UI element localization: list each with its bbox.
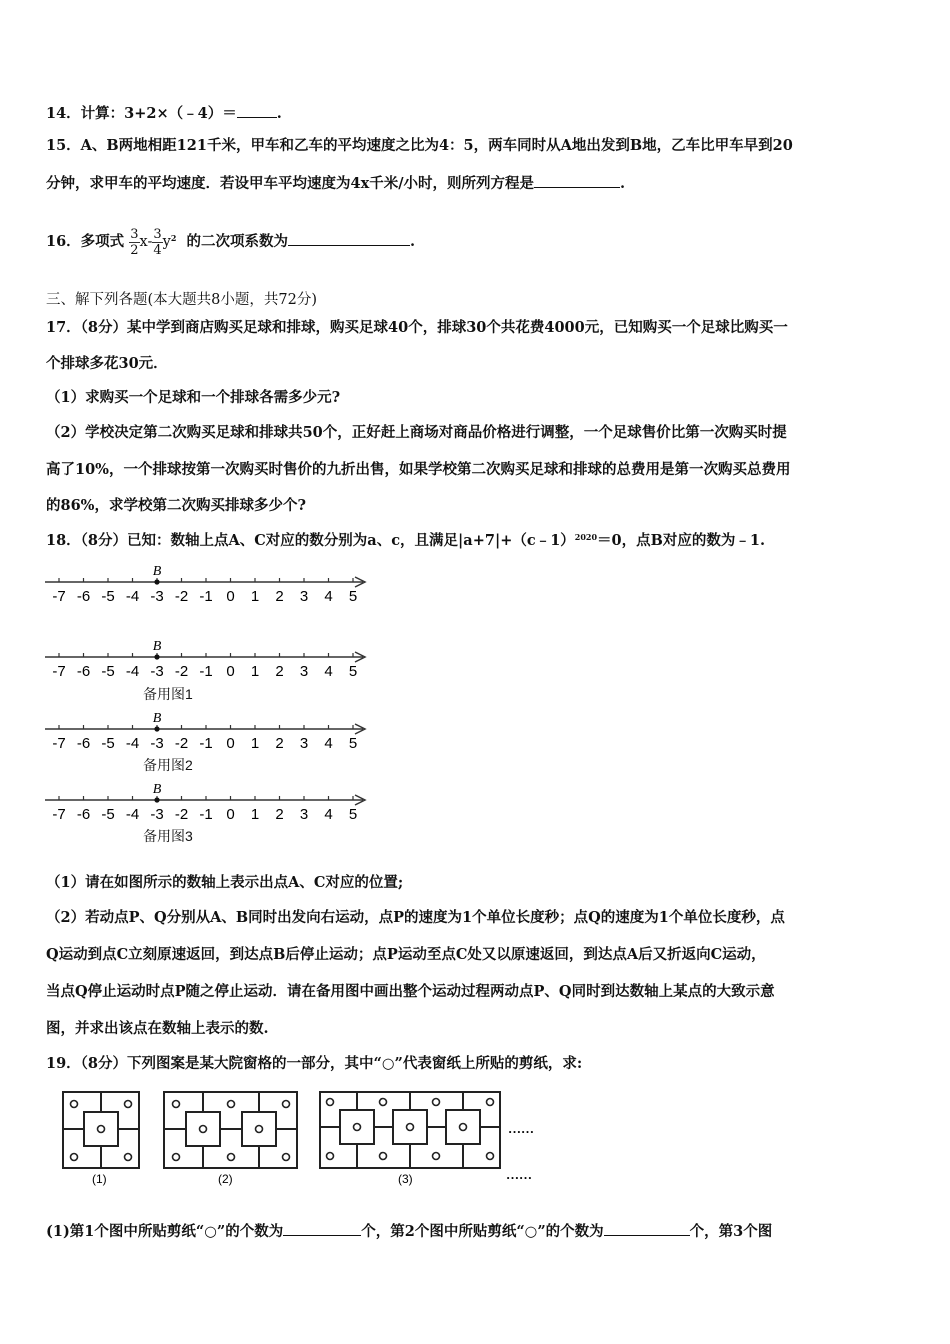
q17-line1: 17．（8分）某中学到商店购买足球和排球，购买足球40个，排球30个共花费4000元，已知购买一个足球比购买一 <box>46 319 788 336</box>
figure-label-1: (1) <box>92 1172 107 1186</box>
point-b <box>154 579 159 584</box>
number-line-spare-3 <box>45 778 375 828</box>
q16-y: y <box>162 234 171 250</box>
tick-label: -4 <box>125 735 140 752</box>
q18-part2-d: 图，并求出该点在数轴上表示的数. <box>46 1020 269 1037</box>
tick-label: -4 <box>125 663 140 680</box>
caption-spare-1: 备用图1 <box>143 686 193 702</box>
tick-label: -3 <box>150 663 164 680</box>
tick-label: 0 <box>226 806 235 823</box>
tick-label: 4 <box>324 663 333 680</box>
tick-label: -4 <box>125 806 140 823</box>
figure-label-3: (3) <box>398 1172 413 1186</box>
tick-label: 3 <box>299 588 309 605</box>
q17-part2-c: 的86%，求学校第二次购买排球多少个? <box>46 497 306 514</box>
q16-suffix: 的二次项系数为 <box>186 233 289 250</box>
tick-label: -5 <box>101 806 115 823</box>
q16-y-exponent: 2 <box>170 233 177 243</box>
tick-label: 2 <box>275 806 284 823</box>
tick-label: 4 <box>324 588 333 605</box>
q16-end: . <box>410 233 416 250</box>
q16-answer-blank[interactable] <box>288 231 410 246</box>
q18-text-b: ＝0，点B对应的数为﹣1. <box>597 532 766 549</box>
tick-label: -5 <box>101 663 115 680</box>
tick-label: -3 <box>150 588 164 605</box>
tick-label: -2 <box>174 588 189 605</box>
tick-label: 1 <box>250 735 260 752</box>
tick-label: -7 <box>52 735 66 752</box>
q17-line2: 个排球多花30元． <box>46 355 168 372</box>
point-b-label: B <box>152 711 162 726</box>
tick-label: -6 <box>76 588 91 605</box>
tick-label: 3 <box>299 806 309 823</box>
tick-label: 0 <box>226 588 235 605</box>
tick-label: -5 <box>101 735 115 752</box>
tick-label: -2 <box>174 663 189 680</box>
q15-line1: 15．A、B两地相距121千米，甲车和乙车的平均速度之比为4：5，两车同时从A地出发到B地，乙车比甲车早到20 <box>46 137 793 154</box>
number-line-spare-1 <box>45 635 375 685</box>
q14-answer-blank[interactable] <box>237 103 277 118</box>
tick-label: 5 <box>348 735 358 752</box>
q19-text-b: 个，第2个图中所贴剪纸“○”的个数为 <box>361 1223 604 1240</box>
q18-part1: （1）请在如图所示的数轴上表示出点A、C对应的位置; <box>46 874 404 891</box>
number-line-spare-2 <box>45 707 375 757</box>
tick-label: -6 <box>76 806 91 823</box>
q19-blank-2[interactable] <box>604 1221 690 1236</box>
dots-mid: …… <box>508 1121 534 1136</box>
tick-label: 1 <box>250 806 260 823</box>
tick-label: 2 <box>275 735 284 752</box>
q17-part2-b: 高了10%，一个排球按第一次购买时售价的九折出售，如果学校第二次购买足球和排球的总费用是第一次购买总费用 <box>46 461 791 478</box>
tick-label: -1 <box>199 588 213 605</box>
caption-spare-2: 备用图2 <box>143 757 193 773</box>
q16-x: x- <box>139 234 153 250</box>
point-b-label: B <box>152 564 162 579</box>
point-b-label: B <box>152 782 162 797</box>
number-line-main <box>45 560 375 610</box>
question-14 <box>46 103 282 124</box>
q14-text: 14．计算：3+2×（﹣4）＝ <box>46 105 237 122</box>
q18-line1 <box>46 531 765 551</box>
tick-label: -7 <box>52 806 66 823</box>
q19-line1: 19．（8分）下列图案是某大院窗格的一部分，其中“○”代表窗纸上所贴的剪纸，求: <box>46 1055 583 1072</box>
tick-label: 0 <box>226 735 235 752</box>
q14-end: . <box>276 105 282 122</box>
q17-part1: （1）求购买一个足球和一个排球各需多少元? <box>46 389 341 406</box>
point-b <box>154 726 159 731</box>
q16-fraction-2: $\frac{3}{4}$ <box>153 226 162 258</box>
q16-fraction-1: $\frac{3}{2}$ <box>130 226 139 258</box>
tick-label: -7 <box>52 588 66 605</box>
q18-part2-a: （2）若动点P、Q分别从A、B同时出发向右运动，点P的速度为1个单位长度秒；点Q的速度为1个单位长度秒，点 <box>46 909 785 926</box>
tick-label: 0 <box>226 663 235 680</box>
q19-question-1 <box>46 1221 772 1242</box>
section-3-heading: 三、解下列各题(本大题共8小题，共72分) <box>46 292 317 308</box>
tick-label: 3 <box>299 663 309 680</box>
tick-label: -2 <box>174 806 189 823</box>
tick-label: 3 <box>299 735 309 752</box>
q16-prefix: 16．多项式 <box>46 233 125 250</box>
tick-label: -5 <box>101 588 115 605</box>
tick-label: -1 <box>199 735 213 752</box>
tick-label: -4 <box>125 588 140 605</box>
q18-part2-b: Q运动到点C立刻原速返回，到达点B后停止运动；点P运动至点C处又以原速返回，到达点A后又折返向C运动， <box>46 946 766 963</box>
q19-text-c: 个，第3个图 <box>689 1223 773 1240</box>
q15-line2 <box>46 173 625 194</box>
question-16 <box>46 222 415 262</box>
figure-label-2: (2) <box>218 1172 233 1186</box>
tick-label: 4 <box>324 806 333 823</box>
tick-label: -1 <box>199 806 213 823</box>
tick-label: 5 <box>348 806 358 823</box>
caption-spare-3: 备用图3 <box>143 828 193 844</box>
q15-answer-blank[interactable] <box>534 173 620 188</box>
point-b <box>154 797 159 802</box>
tick-label: 5 <box>348 588 358 605</box>
q18-text-a: 18．（8分）已知：数轴上点A、C对应的数分别为a、c，且满足|a+7|+（c﹣1） <box>46 532 575 549</box>
tick-label: 4 <box>324 735 333 752</box>
tick-label: -3 <box>150 806 164 823</box>
q19-text-a: (1)第1个图中所贴剪纸“○”的个数为 <box>46 1223 284 1240</box>
tick-label: -6 <box>76 735 91 752</box>
window-pattern-figures <box>60 1088 560 1188</box>
tick-label: 5 <box>348 663 358 680</box>
q15-line2-text: 分钟，求甲车的平均速度．若设甲车平均速度为4x千米/小时，则所列方程是 <box>46 175 535 192</box>
tick-label: -6 <box>76 663 91 680</box>
q15-end: . <box>620 175 626 192</box>
tick-label: -3 <box>150 735 164 752</box>
q17-part2-a: （2）学校决定第二次购买足球和排球共50个，正好赶上商场对商品价格进行调整，一个足球售价比第一次购买时提 <box>46 424 787 441</box>
tick-label: -2 <box>174 735 189 752</box>
q19-blank-1[interactable] <box>283 1221 361 1236</box>
point-b <box>154 654 159 659</box>
dots-bottom: …… <box>506 1167 532 1182</box>
tick-label: -1 <box>199 663 213 680</box>
tick-label: -7 <box>52 663 66 680</box>
tick-label: 2 <box>275 663 284 680</box>
point-b-label: B <box>152 639 162 654</box>
q18-part2-c: 当点Q停止运动时点P随之停止运动．请在备用图中画出整个运动过程两动点P、Q同时到达数轴上某点的大致示意 <box>46 983 775 1000</box>
tick-label: 1 <box>250 588 260 605</box>
tick-label: 2 <box>275 588 284 605</box>
q18-exponent: 2020 <box>574 532 598 542</box>
tick-label: 1 <box>250 663 260 680</box>
